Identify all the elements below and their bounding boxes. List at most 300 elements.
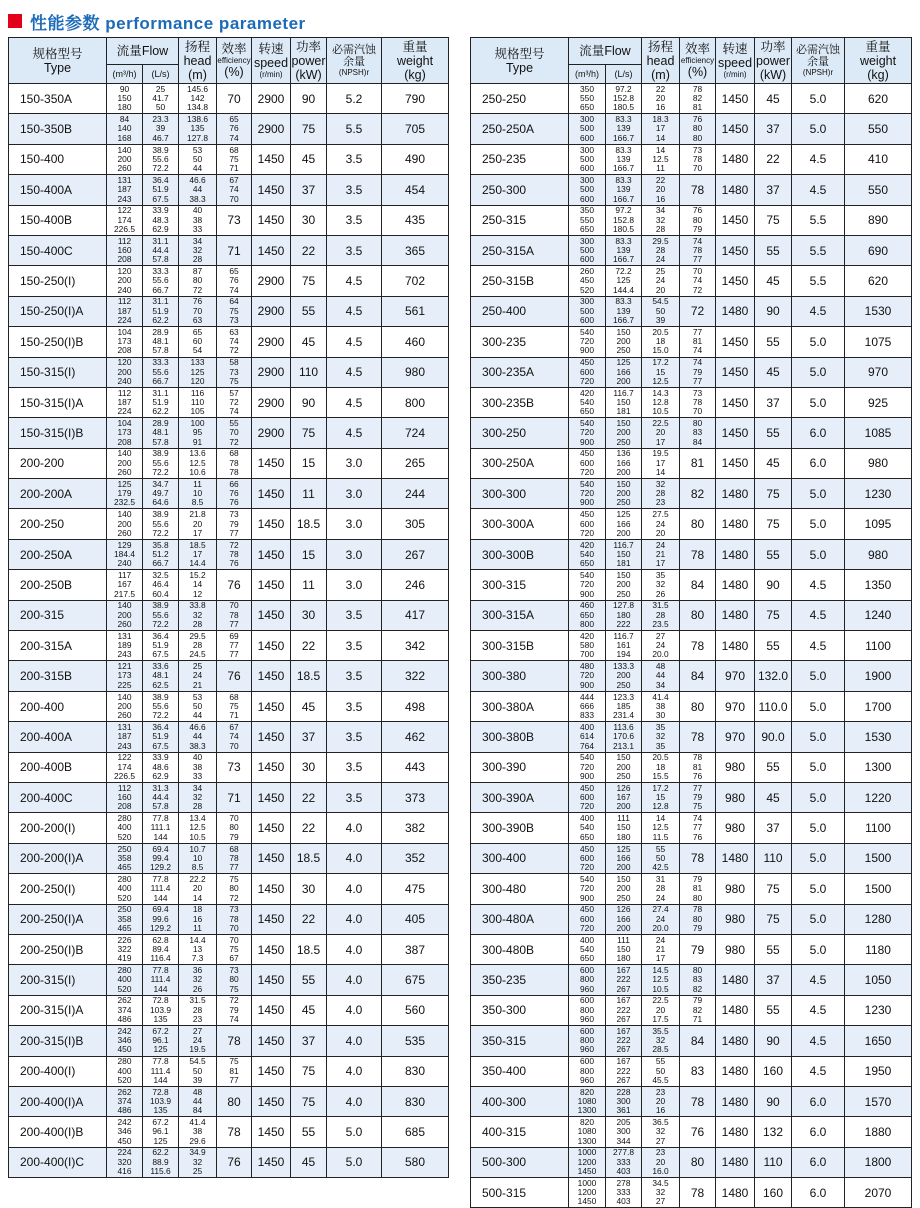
power-cell: 55	[291, 296, 327, 326]
npsh-cell: 4.5	[327, 418, 382, 448]
flow-m3h-cell: 122 174 226.5	[107, 205, 143, 235]
table-row	[9, 752, 449, 782]
flow-m3h-cell: 400 614 764	[569, 722, 606, 752]
flow-m3h-cell: 820 1080 1300	[569, 1117, 606, 1147]
model-cell: 200-400A	[9, 722, 107, 752]
weight-cell: 342	[382, 631, 449, 661]
flow-ls-cell: 125 166 200	[606, 357, 642, 387]
npsh-cell: 5.2	[327, 84, 382, 114]
flow-ls-cell: 38.9 55.6 72.2	[143, 144, 179, 174]
model-cell: 300-390	[471, 752, 569, 782]
table-row	[471, 934, 912, 964]
model-cell: 300-235A	[471, 357, 569, 387]
head-cell: 11 10 8.5	[179, 479, 217, 509]
power-cell: 37	[291, 722, 327, 752]
model-cell: 300-315B	[471, 631, 569, 661]
model-cell: 300-315	[471, 570, 569, 600]
model-cell: 300-390B	[471, 813, 569, 843]
head-cell: 31 28 24	[642, 874, 680, 904]
table-row	[9, 144, 449, 174]
head-cell: 24 21 17	[642, 539, 680, 569]
head-cell: 22 20 16	[642, 175, 680, 205]
flow-ls-cell: 28.9 48.1 57.8	[143, 418, 179, 448]
model-cell: 200-400B	[9, 752, 107, 782]
head-cell: 25 24 21	[179, 661, 217, 691]
model-cell: 250-315	[471, 205, 569, 235]
weight-cell: 443	[382, 752, 449, 782]
efficiency-cell: 76 80 79	[680, 205, 716, 235]
model-cell: 300-300A	[471, 509, 569, 539]
weight-cell: 561	[382, 296, 449, 326]
flow-ls-cell: 150 200 250	[606, 874, 642, 904]
flow-m3h-cell: 540 720 900	[569, 752, 606, 782]
flow-m3h-cell: 600 800 960	[569, 965, 606, 995]
power-cell: 45	[755, 266, 792, 296]
head-cell: 36 32 26	[179, 965, 217, 995]
flow-m3h-cell: 262 374 486	[107, 1086, 143, 1116]
npsh-cell: 3.0	[327, 539, 382, 569]
power-cell: 45	[755, 84, 792, 114]
speed-cell: 1480	[716, 843, 755, 873]
speed-cell: 1450	[252, 235, 291, 265]
npsh-cell: 3.5	[327, 782, 382, 812]
head-cell: 27 24 19.5	[179, 1026, 217, 1056]
speed-cell: 1480	[716, 1056, 755, 1086]
table-row	[471, 1147, 912, 1177]
head-cell: 14 12.5 11	[642, 144, 680, 174]
flow-m3h-cell: 540 720 900	[569, 570, 606, 600]
weight-cell: 246	[382, 570, 449, 600]
npsh-cell: 3.5	[327, 722, 382, 752]
flow-ls-cell: 38.9 55.6 72.2	[143, 509, 179, 539]
flow-ls-cell: 36.4 51.9 67.5	[143, 175, 179, 205]
model-cell: 200-250B	[9, 570, 107, 600]
npsh-cell: 4.0	[327, 1086, 382, 1116]
table-row	[471, 691, 912, 721]
weight-cell: 1900	[845, 661, 912, 691]
flow-ls-cell: 77.8 111.4 144	[143, 874, 179, 904]
table-row	[9, 661, 449, 691]
table-row	[471, 782, 912, 812]
model-cell: 150-350A	[9, 84, 107, 114]
npsh-cell: 3.5	[327, 235, 382, 265]
table-row	[471, 205, 912, 235]
table-row	[9, 357, 449, 387]
table-row	[9, 631, 449, 661]
model-cell: 200-250(I)B	[9, 934, 107, 964]
speed-cell: 1480	[716, 995, 755, 1025]
head-cell: 25 24 20	[642, 266, 680, 296]
efficiency-cell: 79 82 71	[680, 995, 716, 1025]
efficiency-cell: 80 83 84	[680, 418, 716, 448]
flow-m3h-cell: 540 720 900	[569, 418, 606, 448]
speed-cell: 1450	[252, 448, 291, 478]
efficiency-cell: 79	[680, 934, 716, 964]
speed-cell: 1450	[252, 205, 291, 235]
efficiency-cell: 78	[217, 1026, 252, 1056]
weight-cell: 410	[845, 144, 912, 174]
head-cell: 53 50 44	[179, 691, 217, 721]
col-weight: 重量 weight (kg)	[845, 38, 912, 84]
flow-m3h-cell: 450 600 720	[569, 782, 606, 812]
efficiency-cell: 76	[217, 661, 252, 691]
head-cell: 27.5 24 20	[642, 509, 680, 539]
weight-cell: 970	[845, 357, 912, 387]
model-cell: 200-250	[9, 509, 107, 539]
weight-cell: 790	[382, 84, 449, 114]
flow-ls-cell: 34.7 49.7 64.6	[143, 479, 179, 509]
model-cell: 500-315	[471, 1178, 569, 1208]
head-cell: 17.2 15 12.5	[642, 357, 680, 387]
weight-cell: 1570	[845, 1086, 912, 1116]
speed-cell: 970	[716, 661, 755, 691]
speed-cell: 1450	[252, 752, 291, 782]
npsh-cell: 5.5	[792, 205, 845, 235]
efficiency-cell: 70 75 67	[217, 934, 252, 964]
power-cell: 45	[755, 357, 792, 387]
head-cell: 133 125 120	[179, 357, 217, 387]
flow-m3h-cell: 112 187 224	[107, 296, 143, 326]
efficiency-cell: 76	[217, 570, 252, 600]
power-cell: 75	[291, 418, 327, 448]
weight-cell: 560	[382, 995, 449, 1025]
model-cell: 150-400C	[9, 235, 107, 265]
flow-ls-cell: 167 222 267	[606, 1056, 642, 1086]
power-cell: 55	[755, 631, 792, 661]
speed-cell: 1450	[252, 1026, 291, 1056]
head-cell: 36.5 32 27	[642, 1117, 680, 1147]
power-cell: 37	[291, 1026, 327, 1056]
npsh-cell: 5.0	[792, 114, 845, 144]
head-cell: 65 60 54	[179, 327, 217, 357]
power-cell: 75	[291, 1056, 327, 1086]
efficiency-cell: 78	[680, 843, 716, 873]
model-cell: 300-480B	[471, 934, 569, 964]
flow-m3h-cell: 260 450 520	[569, 266, 606, 296]
flow-m3h-cell: 226 322 419	[107, 934, 143, 964]
npsh-cell: 3.5	[327, 205, 382, 235]
speed-cell: 2900	[252, 387, 291, 417]
efficiency-cell: 78	[680, 175, 716, 205]
flow-m3h-cell: 450 600 720	[569, 448, 606, 478]
flow-m3h-cell: 90 150 180	[107, 84, 143, 114]
table-row	[471, 722, 912, 752]
head-cell: 23 20 16.0	[642, 1147, 680, 1177]
power-cell: 55	[755, 327, 792, 357]
performance-table-left	[8, 37, 449, 1178]
table-row	[471, 175, 912, 205]
head-cell: 21.8 20 17	[179, 509, 217, 539]
speed-cell: 1480	[716, 175, 755, 205]
model-cell: 300-235	[471, 327, 569, 357]
model-cell: 150-350B	[9, 114, 107, 144]
npsh-cell: 5.0	[792, 509, 845, 539]
table-row	[9, 296, 449, 326]
flow-ls-cell: 38.9 55.6 72.2	[143, 691, 179, 721]
col-head: 扬程 head (m)	[179, 38, 217, 84]
flow-ls-cell: 133.3 200 250	[606, 661, 642, 691]
weight-cell: 1300	[845, 752, 912, 782]
flow-m3h-cell: 350 550 650	[569, 84, 606, 114]
efficiency-cell: 83	[680, 1056, 716, 1086]
power-cell: 55	[755, 752, 792, 782]
npsh-cell: 4.5	[792, 600, 845, 630]
npsh-cell: 3.0	[327, 509, 382, 539]
npsh-cell: 6.0	[792, 1178, 845, 1208]
speed-cell: 1450	[252, 995, 291, 1025]
flow-m3h-cell: 350 550 650	[569, 205, 606, 235]
power-cell: 18.5	[291, 661, 327, 691]
flow-ls-cell: 33.9 48.6 62.9	[143, 752, 179, 782]
flow-m3h-cell: 540 720 900	[569, 874, 606, 904]
power-cell: 110.0	[755, 691, 792, 721]
model-cell: 200-250(I)	[9, 874, 107, 904]
head-cell: 13.6 12.5 10.6	[179, 448, 217, 478]
head-cell: 14.4 13 7.3	[179, 934, 217, 964]
npsh-cell: 4.5	[792, 631, 845, 661]
efficiency-cell: 73 79 77	[217, 509, 252, 539]
head-cell: 31.5 28 23	[179, 995, 217, 1025]
power-cell: 37	[755, 114, 792, 144]
speed-cell: 1450	[716, 327, 755, 357]
speed-cell: 980	[716, 782, 755, 812]
table-row	[9, 479, 449, 509]
model-cell: 200-250A	[9, 539, 107, 569]
head-cell: 13.4 12.5 10.5	[179, 813, 217, 843]
speed-cell: 1450	[716, 205, 755, 235]
speed-cell: 1480	[716, 570, 755, 600]
weight-cell: 267	[382, 539, 449, 569]
model-cell: 400-300	[471, 1086, 569, 1116]
model-cell: 250-315A	[471, 235, 569, 265]
power-cell: 110	[755, 843, 792, 873]
col-flow: 流量Flow	[107, 38, 179, 65]
speed-cell: 1480	[716, 1026, 755, 1056]
power-cell: 55	[755, 934, 792, 964]
flow-ls-cell: 62.2 88.9 115.6	[143, 1147, 179, 1177]
npsh-cell: 5.0	[792, 84, 845, 114]
flow-m3h-cell: 300 500 600	[569, 296, 606, 326]
weight-cell: 830	[382, 1086, 449, 1116]
weight-cell: 1650	[845, 1026, 912, 1056]
power-cell: 90.0	[755, 722, 792, 752]
efficiency-cell: 68 75 71	[217, 691, 252, 721]
power-cell: 110	[755, 1147, 792, 1177]
model-cell: 250-315B	[471, 266, 569, 296]
table-row	[471, 1056, 912, 1086]
speed-cell: 1480	[716, 1178, 755, 1208]
efficiency-cell: 80	[680, 691, 716, 721]
head-cell: 18 16 11	[179, 904, 217, 934]
model-cell: 300-480A	[471, 904, 569, 934]
speed-cell: 1480	[716, 1086, 755, 1116]
speed-cell: 1450	[252, 782, 291, 812]
flow-m3h-cell: 112 187 224	[107, 387, 143, 417]
table-row	[471, 1117, 912, 1147]
weight-cell: 980	[845, 448, 912, 478]
table-row	[471, 904, 912, 934]
efficiency-cell: 80	[217, 1086, 252, 1116]
efficiency-cell: 71	[217, 782, 252, 812]
table-row	[9, 327, 449, 357]
npsh-cell: 3.5	[327, 600, 382, 630]
table-row	[9, 1086, 449, 1116]
flow-m3h-cell: 280 400 520	[107, 965, 143, 995]
model-cell: 250-235	[471, 144, 569, 174]
model-cell: 300-400	[471, 843, 569, 873]
npsh-cell: 5.0	[792, 782, 845, 812]
npsh-cell: 5.5	[792, 266, 845, 296]
power-cell: 45	[291, 691, 327, 721]
power-cell: 45	[291, 1147, 327, 1177]
model-cell: 200-315	[9, 600, 107, 630]
flow-ls-cell: 116.7 161 194	[606, 631, 642, 661]
flow-m3h-cell: 120 200 240	[107, 266, 143, 296]
npsh-cell: 5.0	[792, 357, 845, 387]
head-cell: 34.5 32 27	[642, 1178, 680, 1208]
flow-m3h-cell: 280 400 520	[107, 813, 143, 843]
flow-m3h-cell: 140 200 260	[107, 144, 143, 174]
model-cell: 300-250A	[471, 448, 569, 478]
head-cell: 76 70 63	[179, 296, 217, 326]
table-row	[471, 266, 912, 296]
flow-ls-cell: 72.2 125 144.4	[606, 266, 642, 296]
flow-ls-cell: 228 300 361	[606, 1086, 642, 1116]
power-cell: 30	[291, 874, 327, 904]
speed-cell: 2900	[252, 327, 291, 357]
efficiency-cell: 78	[217, 1117, 252, 1147]
speed-cell: 2900	[252, 114, 291, 144]
table-row	[471, 327, 912, 357]
power-cell: 55	[755, 235, 792, 265]
flow-m3h-cell: 540 720 900	[569, 479, 606, 509]
power-cell: 160	[755, 1056, 792, 1086]
power-cell: 30	[291, 600, 327, 630]
head-cell: 34 32 28	[642, 205, 680, 235]
model-cell: 300-480	[471, 874, 569, 904]
power-cell: 22	[291, 904, 327, 934]
speed-cell: 1480	[716, 144, 755, 174]
speed-cell: 1480	[716, 479, 755, 509]
efficiency-cell: 73	[217, 752, 252, 782]
efficiency-cell: 70 80 79	[217, 813, 252, 843]
table-row	[471, 144, 912, 174]
weight-cell: 1530	[845, 296, 912, 326]
speed-cell: 980	[716, 934, 755, 964]
model-cell: 300-380A	[471, 691, 569, 721]
head-cell: 29.5 28 24	[642, 235, 680, 265]
efficiency-cell: 68 78 78	[217, 448, 252, 478]
table-row	[471, 235, 912, 265]
table-row	[471, 600, 912, 630]
flow-ls-cell: 32.5 46.4 60.4	[143, 570, 179, 600]
flow-ls-cell: 83.3 139 166.7	[606, 144, 642, 174]
speed-cell: 1450	[716, 418, 755, 448]
npsh-cell: 5.0	[792, 874, 845, 904]
flow-m3h-cell: 117 167 217.5	[107, 570, 143, 600]
flow-ls-cell: 62.8 89.4 116.4	[143, 934, 179, 964]
model-cell: 200-400(I)B	[9, 1117, 107, 1147]
table-row	[9, 205, 449, 235]
power-cell: 22	[291, 813, 327, 843]
table-row	[471, 813, 912, 843]
flow-m3h-cell: 242 346 450	[107, 1026, 143, 1056]
head-cell: 40 38 33	[179, 752, 217, 782]
flow-ls-cell: 25 41.7 50	[143, 84, 179, 114]
table-row	[9, 84, 449, 114]
speed-cell: 1450	[716, 266, 755, 296]
power-cell: 15	[291, 539, 327, 569]
weight-cell: 1230	[845, 479, 912, 509]
speed-cell: 980	[716, 752, 755, 782]
head-cell: 138.6 135 127.8	[179, 114, 217, 144]
head-cell: 14.3 12.8 10.5	[642, 387, 680, 417]
model-cell: 150-315(I)	[9, 357, 107, 387]
model-cell: 300-300	[471, 479, 569, 509]
flow-ls-cell: 116.7 150 181	[606, 387, 642, 417]
npsh-cell: 4.5	[327, 266, 382, 296]
speed-cell: 2900	[252, 84, 291, 114]
speed-cell: 2900	[252, 296, 291, 326]
head-cell: 53 50 44	[179, 144, 217, 174]
weight-cell: 1950	[845, 1056, 912, 1086]
flow-ls-cell: 127.8 180 222	[606, 600, 642, 630]
head-cell: 15.2 14 12	[179, 570, 217, 600]
npsh-cell: 5.0	[792, 327, 845, 357]
head-cell: 48 44 34	[642, 661, 680, 691]
table-row	[471, 570, 912, 600]
flow-ls-cell: 31.1 51.9 62.2	[143, 296, 179, 326]
weight-cell: 365	[382, 235, 449, 265]
flow-m3h-cell: 250 358 465	[107, 843, 143, 873]
flow-ls-cell: 150 200 250	[606, 327, 642, 357]
flow-m3h-cell: 300 500 600	[569, 235, 606, 265]
flow-m3h-cell: 250 358 465	[107, 904, 143, 934]
model-cell: 250-300	[471, 175, 569, 205]
table-row	[471, 874, 912, 904]
power-cell: 11	[291, 570, 327, 600]
red-square-icon	[8, 14, 22, 28]
flow-ls-cell: 277.8 333 403	[606, 1147, 642, 1177]
head-cell: 35 32 35	[642, 722, 680, 752]
flow-ls-cell: 33.3 55.6 66.7	[143, 357, 179, 387]
head-cell: 19.5 17 14	[642, 448, 680, 478]
efficiency-cell: 65 76 74	[217, 114, 252, 144]
flow-ls-cell: 125 166 200	[606, 509, 642, 539]
speed-cell: 1450	[252, 965, 291, 995]
flow-ls-cell: 67.2 96.1 125	[143, 1026, 179, 1056]
model-cell: 350-400	[471, 1056, 569, 1086]
model-cell: 200-400(I)	[9, 1056, 107, 1086]
efficiency-cell: 70	[217, 84, 252, 114]
efficiency-cell: 70 78 77	[217, 600, 252, 630]
flow-m3h-cell: 300 500 600	[569, 144, 606, 174]
head-cell: 46.6 44 38.3	[179, 175, 217, 205]
flow-ls-cell: 278 333 403	[606, 1178, 642, 1208]
speed-cell: 1480	[716, 600, 755, 630]
col-efficiency: 效率 efficiency (%)	[680, 38, 716, 84]
flow-m3h-cell: 129 184.4 240	[107, 539, 143, 569]
table-row	[9, 782, 449, 812]
npsh-cell: 5.0	[327, 1117, 382, 1147]
table-row	[9, 995, 449, 1025]
speed-cell: 1450	[252, 539, 291, 569]
weight-cell: 244	[382, 479, 449, 509]
weight-cell: 800	[382, 387, 449, 417]
flow-m3h-cell: 820 1080 1300	[569, 1086, 606, 1116]
power-cell: 90	[291, 387, 327, 417]
flow-ls-cell: 125 166 200	[606, 843, 642, 873]
